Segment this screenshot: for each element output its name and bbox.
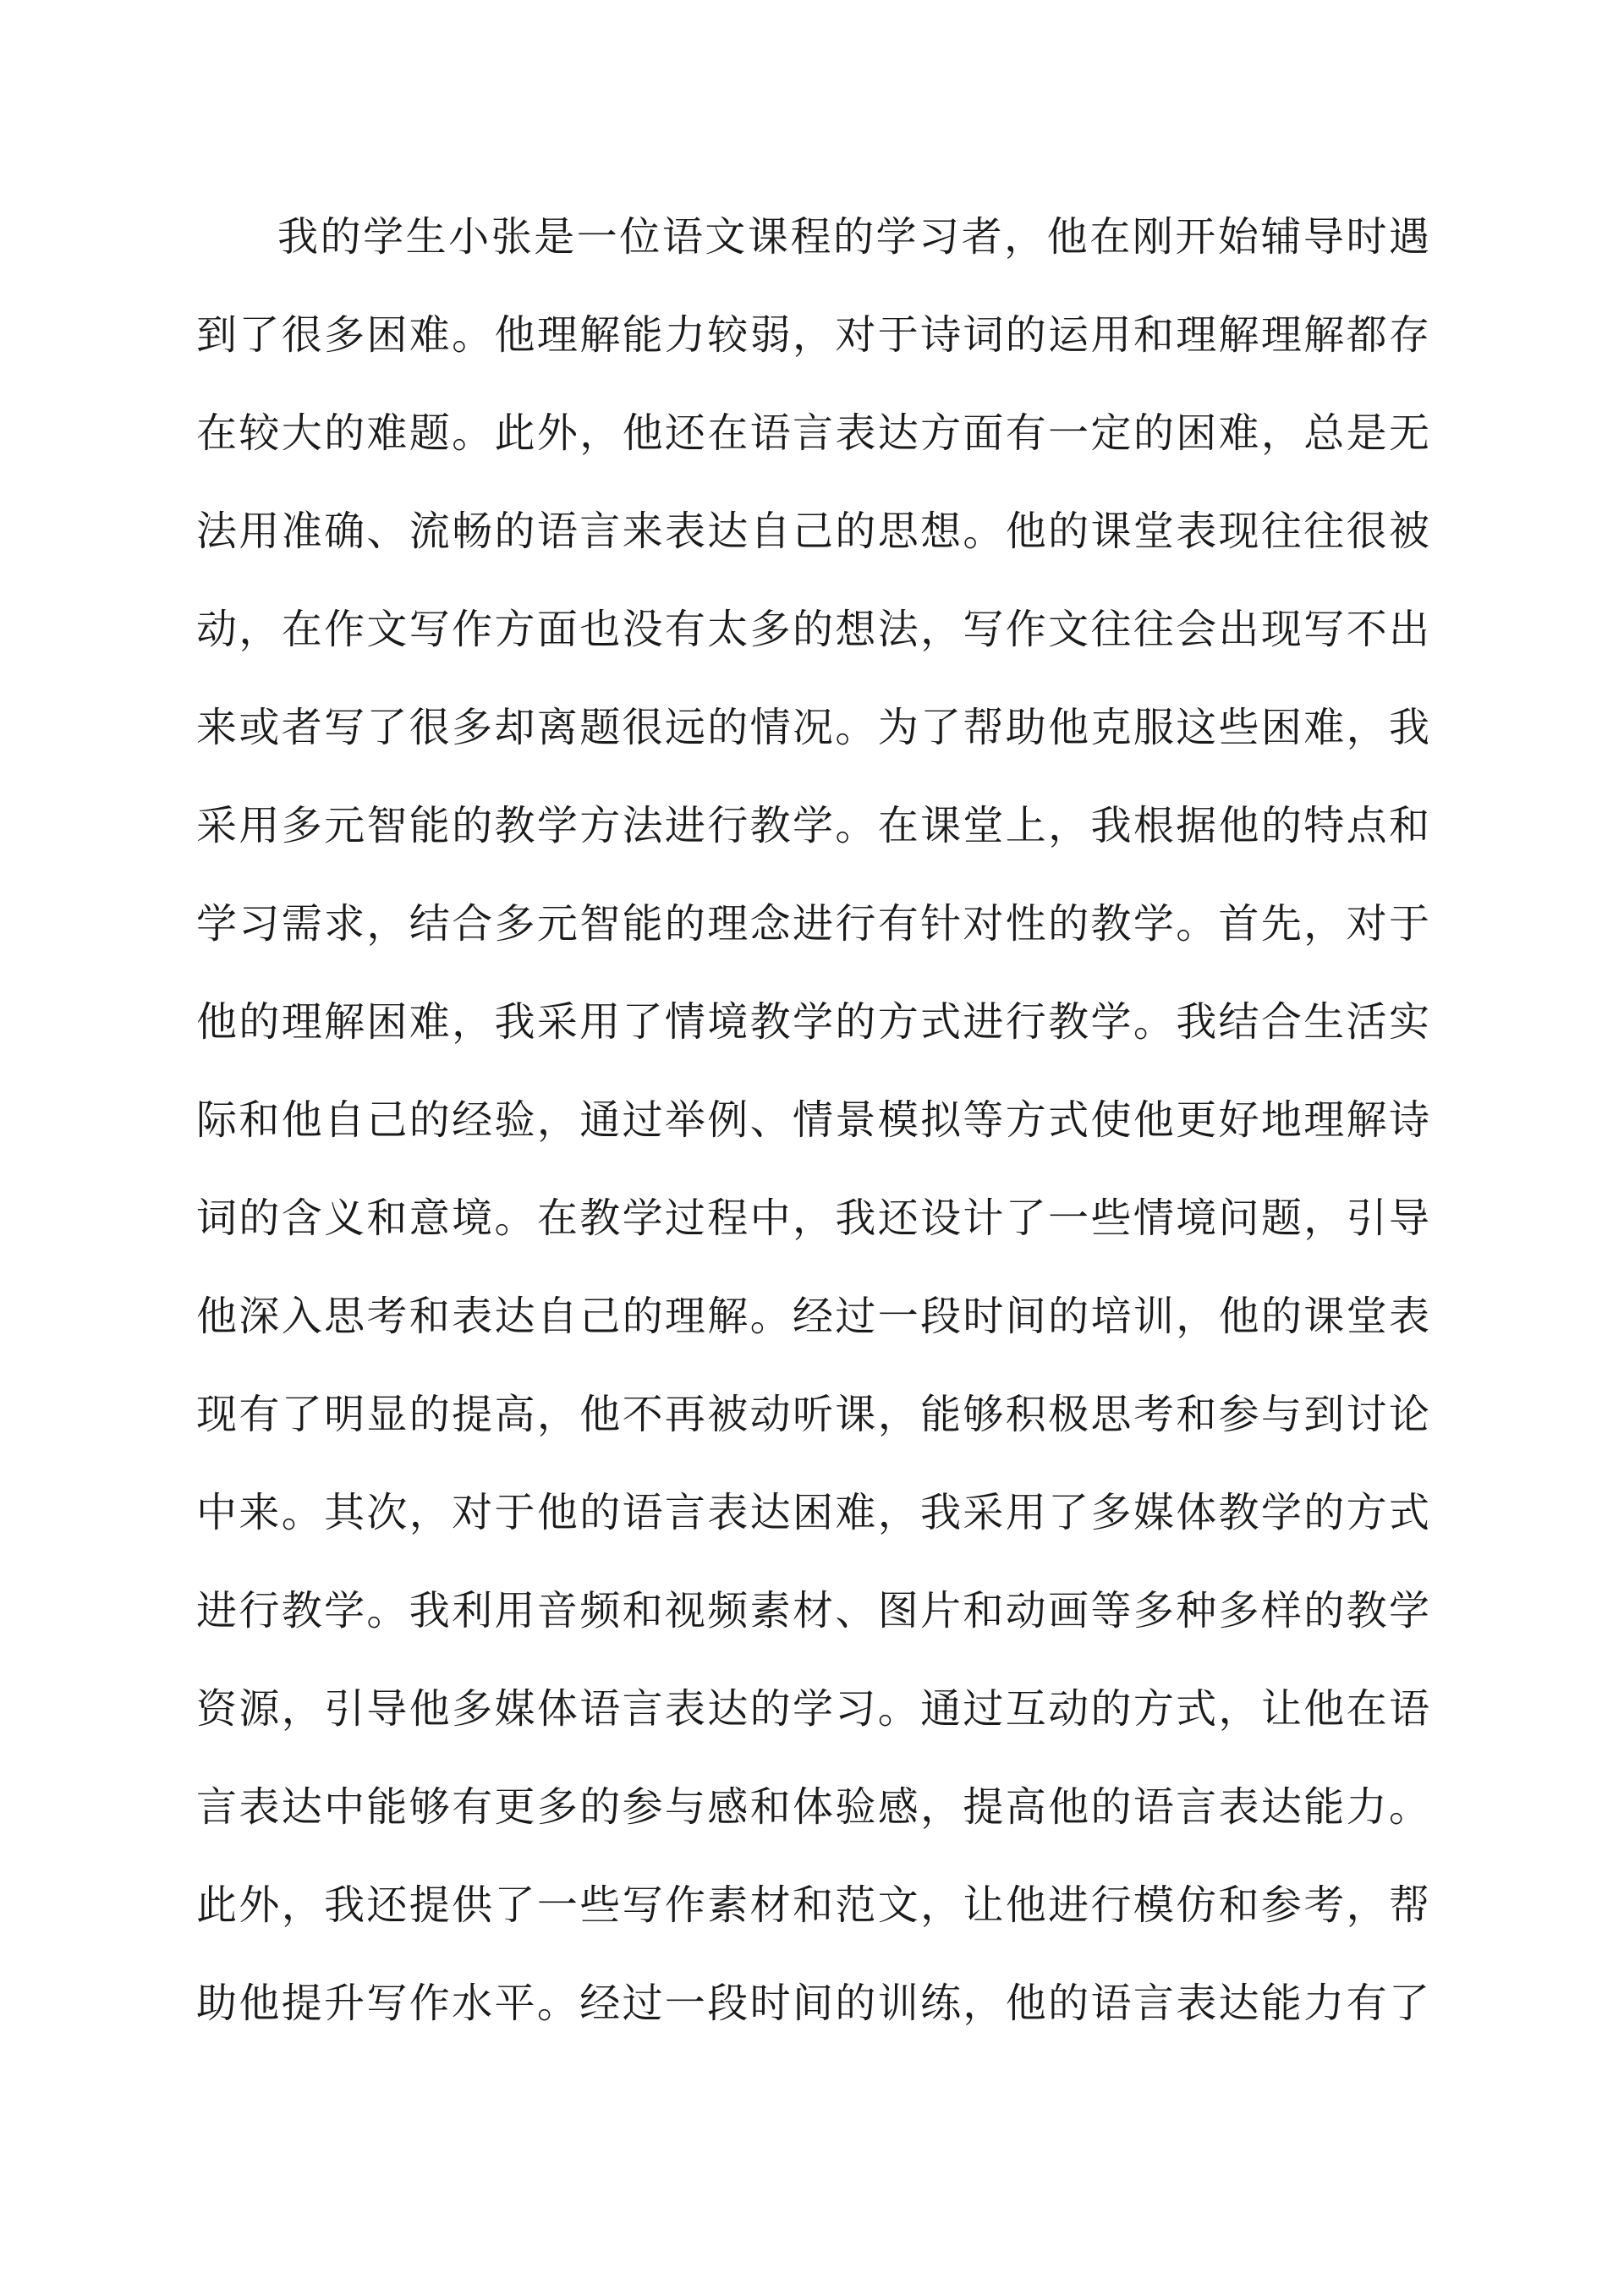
paragraph-line: 际和他自己的经验，通过举例、情景模拟等方式使他更好地理解诗	[196, 1096, 1429, 1144]
paragraph-line: 到了很多困难。他理解能力较弱，对于诗词的运用和理解理解都存	[196, 311, 1429, 359]
paragraph-line: 来或者写了很多却离题很远的情况。为了帮助他克服这些困难，我	[196, 704, 1429, 751]
body-paragraph	[196, 188, 1429, 2052]
paragraph-line: 词的含义和意境。在教学过程中，我还设计了一些情境问题，引导	[196, 1195, 1429, 1242]
paragraph-line: 现有了明显的提高，他不再被动听课，能够积极思考和参与到讨论	[196, 1391, 1429, 1438]
paragraph-line: 此外，我还提供了一些写作素材和范文，让他进行模仿和参考，帮	[196, 1881, 1429, 1929]
paragraph-line: 资源，引导他多媒体语言表达的学习。通过互动的方式，让他在语	[196, 1685, 1429, 1733]
paragraph-line: 法用准确、流畅的语言来表达自己的思想。他的课堂表现往往很被	[196, 508, 1429, 555]
paragraph-line: 他深入思考和表达自己的理解。经过一段时间的培训，他的课堂表	[196, 1293, 1429, 1340]
paragraph-line: 助他提升写作水平。经过一段时间的训练，他的语言表达能力有了	[196, 1980, 1429, 2027]
paragraph-line: 我的学生小张是一位语文课程的学习者，他在刚开始辅导时遇	[277, 213, 1429, 261]
paragraph-line: 采用多元智能的教学方法进行教学。在课堂上，我根据他的特点和	[196, 802, 1429, 849]
paragraph-line: 在较大的难题。此外，他还在语言表达方面有一定的困难，总是无	[196, 409, 1429, 457]
paragraph-line: 言表达中能够有更多的参与感和体验感，提高他的语言表达能力。	[196, 1783, 1429, 1831]
paragraph-line: 学习需求，结合多元智能的理念进行有针对性的教学。首先，对于	[196, 900, 1429, 948]
paragraph-line: 动，在作文写作方面也没有太多的想法，写作文往往会出现写不出	[196, 606, 1429, 653]
paragraph-line: 他的理解困难，我采用了情境教学的方式进行教学。我结合生活实	[196, 998, 1429, 1046]
paragraph-line: 进行教学。我利用音频和视频素材、图片和动画等多种多样的教学	[196, 1587, 1429, 1634]
paragraph-line: 中来。其次，对于他的语言表达困难，我采用了多媒体教学的方式	[196, 1489, 1429, 1536]
